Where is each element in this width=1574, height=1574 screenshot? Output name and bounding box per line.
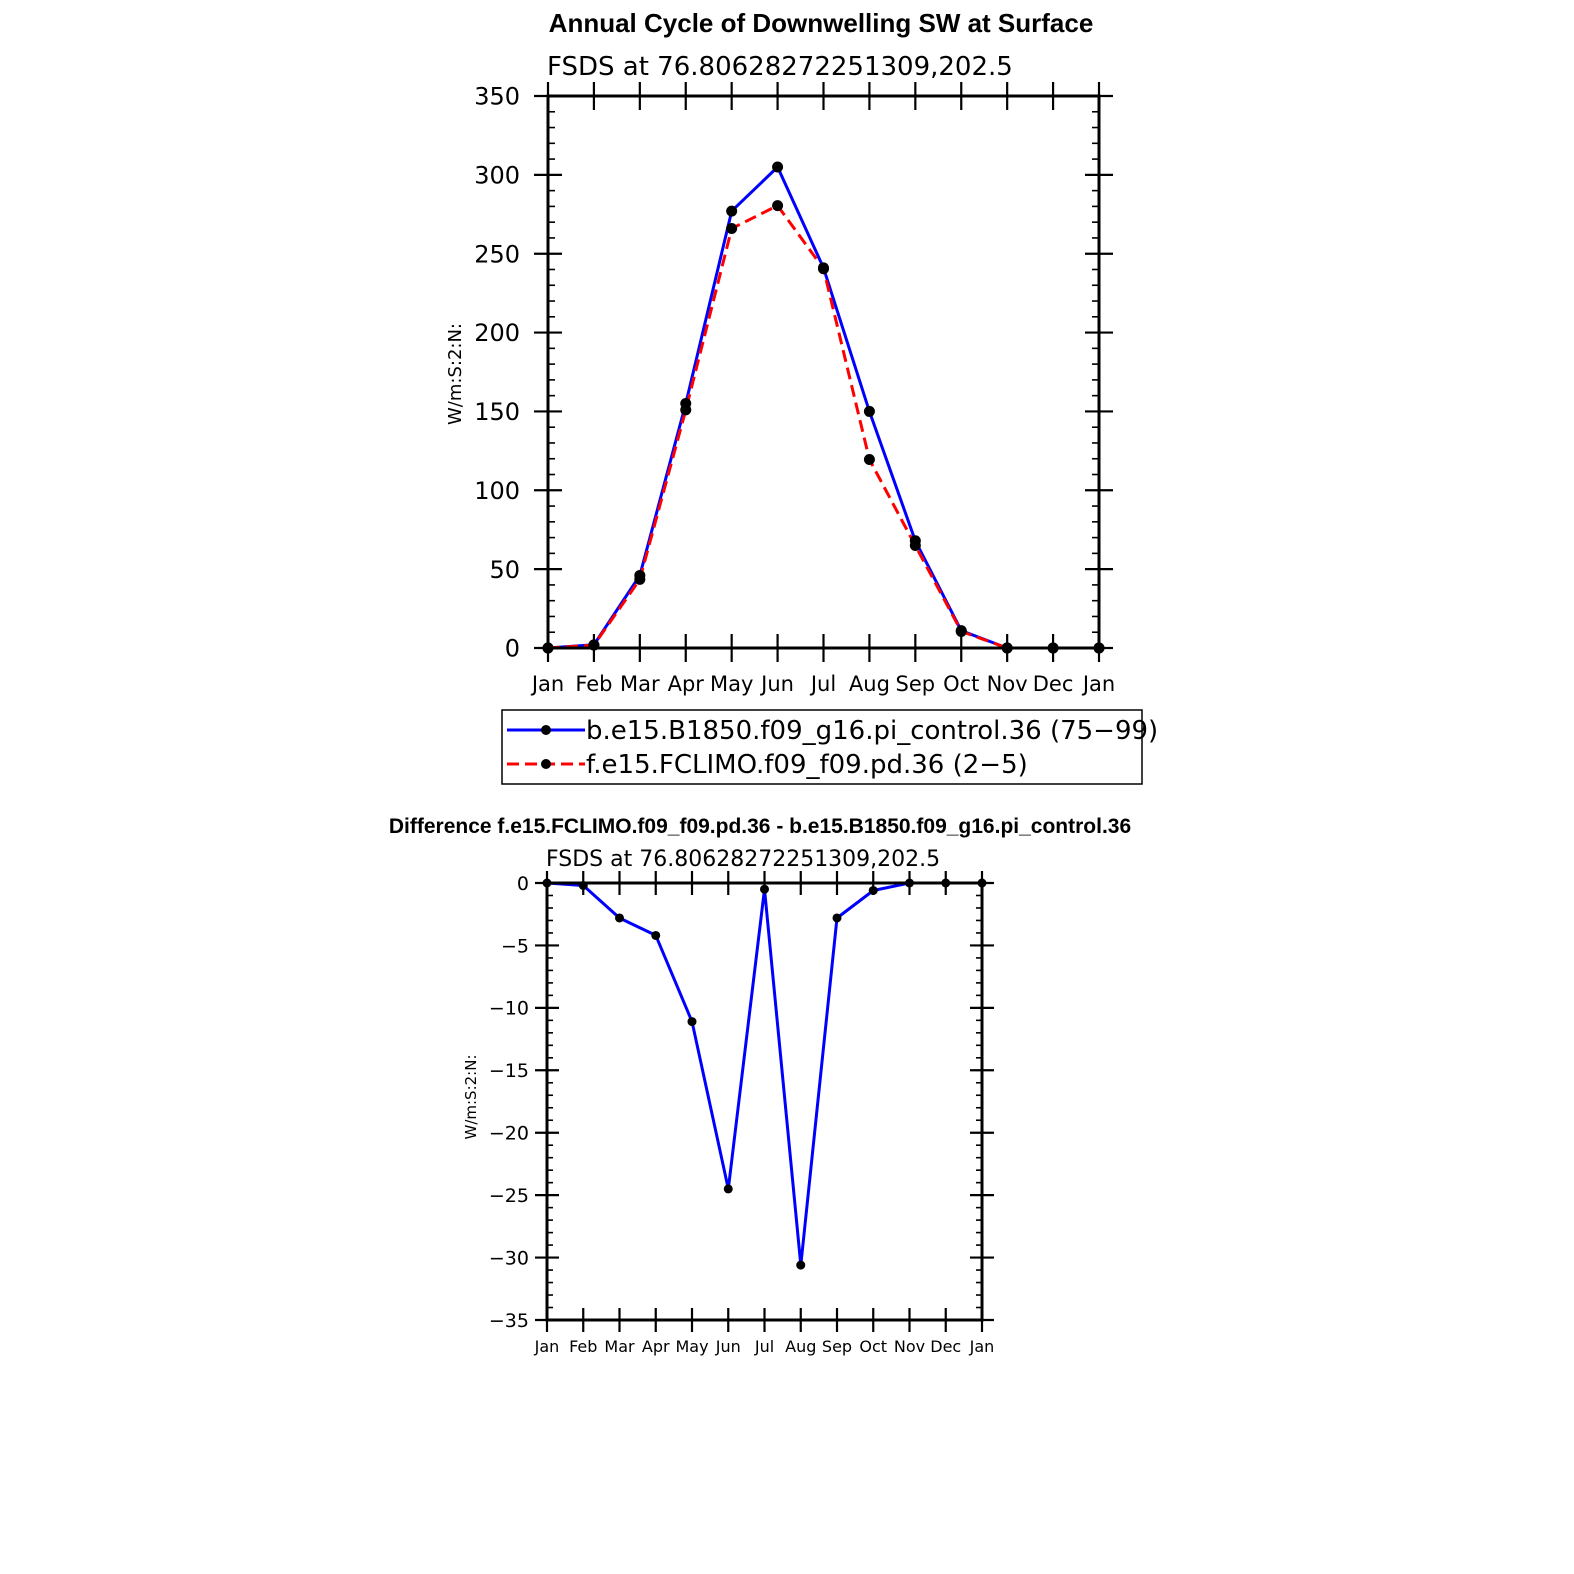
series-1-point (726, 223, 737, 234)
series-line-0 (548, 167, 1099, 648)
diff-chart-title: Difference f.e15.FCLIMO.f09_f09.pd.36 - b.e15.B1850.f09_g16.pi_control.36 (388, 815, 1132, 838)
y-tick-label: 200 (474, 319, 520, 348)
series-1-point (772, 200, 783, 211)
y-tick-label: −10 (488, 997, 529, 1020)
y-tick-label: −20 (488, 1122, 529, 1145)
y-tick-label: 250 (474, 240, 520, 269)
y-tick-label: −25 (488, 1184, 529, 1207)
x-tick-label: Jan (531, 672, 565, 696)
y-axis-title: W/m:S:2:N: (445, 323, 466, 425)
series-1-point (634, 574, 645, 585)
series-1-point (956, 626, 967, 637)
y-tick-label: −15 (488, 1060, 529, 1083)
diff-y-axis-title: W/m:S:2:N: (462, 1054, 480, 1140)
x-tick-label: Jun (715, 1337, 741, 1356)
x-tick-label: Mar (620, 672, 660, 696)
y-tick-label: 150 (474, 398, 520, 427)
legend-marker-control (541, 725, 551, 735)
annual-cycle-panel (445, 8, 1158, 784)
x-tick-label: Sep (821, 1337, 853, 1356)
series-0-point (864, 406, 875, 417)
x-tick-label: May (675, 1337, 709, 1356)
legend-marker-fclimo (541, 759, 551, 769)
x-tick-label: Sep (895, 672, 936, 696)
x-tick-label: Dec (1032, 672, 1074, 696)
x-tick-label: Feb (569, 1337, 598, 1356)
series-0-point (869, 886, 878, 895)
series-0-point (833, 913, 842, 922)
y-tick-label: 0 (504, 634, 520, 663)
x-tick-label: Jun (761, 672, 794, 696)
series-0-point (615, 913, 624, 922)
x-tick-label: Jan (969, 1337, 995, 1356)
chart-subtitle: FSDS at 76.80628272251309,202.5 (547, 52, 1013, 82)
x-tick-label: Oct (859, 1337, 888, 1356)
legend-label-fclimo: f.e15.FCLIMO.f09_f09.pd.36 (2−5) (586, 750, 1028, 780)
chart-title: Annual Cycle of Downwelling SW at Surface (548, 8, 1094, 38)
y-tick-label: 350 (474, 82, 520, 111)
diff-chart-subtitle: FSDS at 76.80628272251309,202.5 (546, 847, 941, 872)
series-1-point (864, 454, 875, 465)
x-tick-label: Jul (810, 672, 837, 696)
x-tick-label: Jul (754, 1337, 775, 1356)
x-tick-label: May (709, 672, 754, 696)
x-tick-label: Aug (848, 672, 890, 696)
x-tick-label: Apr (641, 1337, 670, 1356)
x-tick-label: Feb (575, 672, 613, 696)
y-tick-label: 300 (474, 161, 520, 190)
x-tick-label: Nov (893, 1337, 926, 1356)
x-tick-label: Mar (604, 1337, 635, 1356)
y-tick-label: 0 (516, 872, 529, 895)
y-tick-label: 100 (474, 476, 520, 505)
x-tick-label: Jan (534, 1337, 560, 1356)
y-tick-label: 50 (489, 555, 520, 584)
series-0-point (651, 931, 660, 940)
series-0-point (724, 1184, 733, 1193)
series-1-point (680, 404, 691, 415)
legend (502, 710, 1158, 784)
series-0-point (726, 206, 737, 217)
x-tick-label: Oct (943, 672, 980, 696)
legend-label-control: b.e15.B1850.f09_g16.pi_control.36 (75−99) (586, 716, 1159, 746)
x-tick-label: Dec (930, 1337, 962, 1356)
y-tick-label: −5 (500, 935, 529, 958)
x-tick-label: Jan (1082, 672, 1116, 696)
x-tick-label: Aug (785, 1337, 817, 1356)
series-line-0 (547, 883, 982, 1265)
difference-panel (389, 815, 1131, 1356)
series-1-point (910, 540, 921, 551)
x-tick-label: Nov (986, 672, 1028, 696)
y-tick-label: −30 (488, 1247, 529, 1270)
plot-frame (548, 96, 1099, 648)
series-0-point (688, 1017, 697, 1026)
series-0-point (760, 885, 769, 894)
series-1-point (818, 263, 829, 274)
series-0-point (796, 1261, 805, 1270)
x-tick-label: Apr (667, 672, 704, 696)
diff-plot-frame (547, 883, 982, 1320)
y-tick-label: −35 (488, 1309, 529, 1332)
series-0-point (772, 161, 783, 172)
